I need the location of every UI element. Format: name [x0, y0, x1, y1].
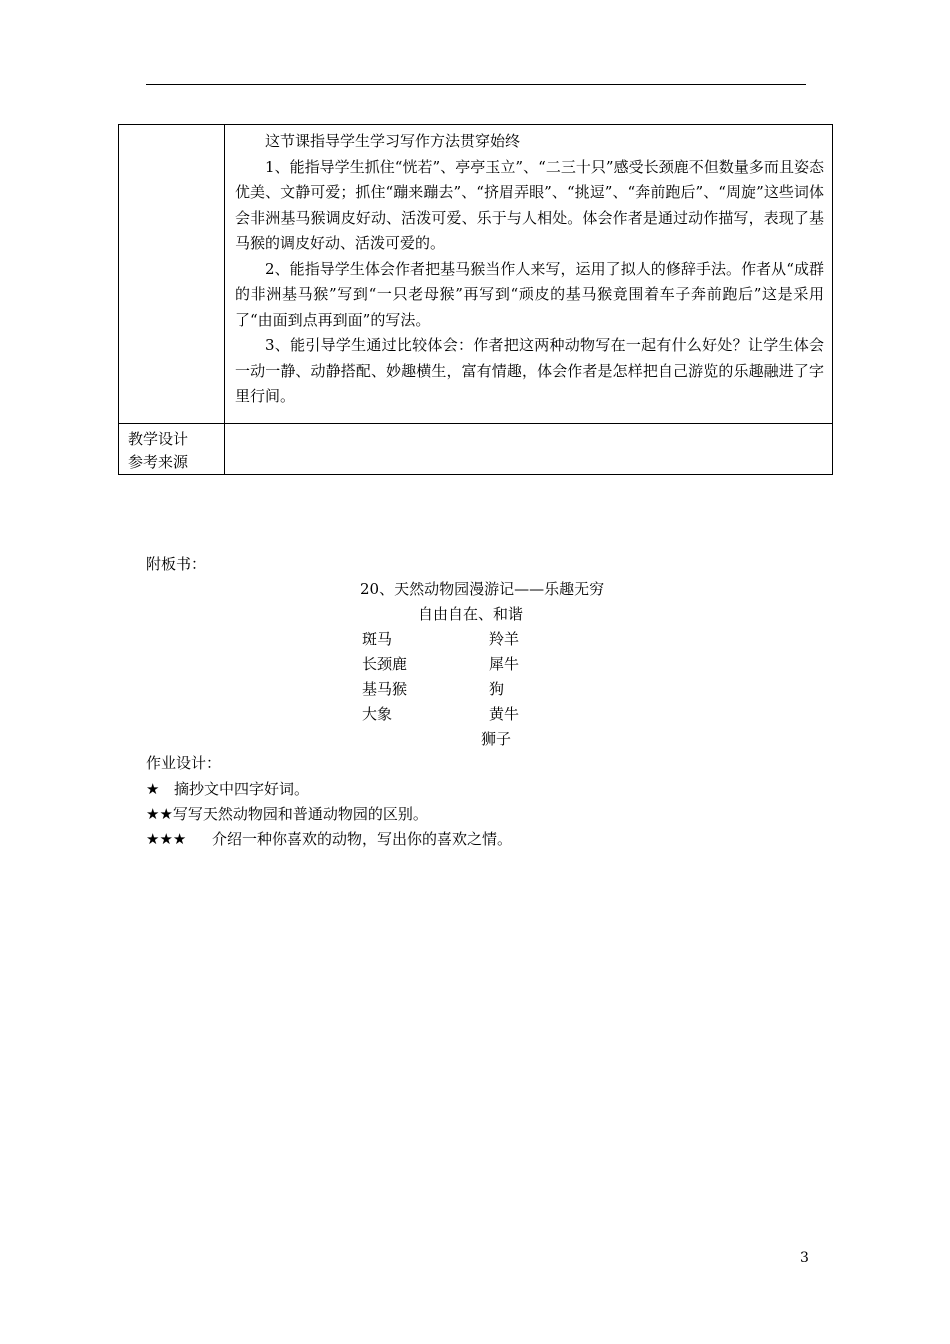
- homework-text-1: 摘抄文中四字好词。: [174, 780, 310, 798]
- table-row: [119, 125, 833, 424]
- animal-right-4: 黄牛: [489, 705, 520, 723]
- star-icon: ★★: [146, 805, 173, 823]
- animal-left-1: 斑马: [362, 630, 393, 648]
- lesson-table: [118, 124, 833, 475]
- content-point-2: 2、能指导学生体会作者把基马猴当作人来写，运用了拟人的修辞手法。作者从“成群的非洲基马猴”写到“一只老母猴”再写到“顽皮的基马猴竟围着车子奔前跑后”这是采用了“由面到点再到面”的写法。: [235, 259, 824, 329]
- homework-item-2: [146, 803, 428, 824]
- label-cell-empty: [119, 125, 225, 424]
- header-rule: [146, 84, 806, 85]
- star-icon: ★★★: [146, 830, 187, 848]
- animal-right-1: 羚羊: [489, 630, 520, 648]
- homework-item-3: [146, 828, 512, 849]
- homework-text-3: 介绍一种你喜欢的动物，写出你的喜欢之情。: [212, 830, 513, 848]
- content-intro: 这节课指导学生学习写作方法贯穿始终: [265, 132, 521, 150]
- star-icon: ★: [146, 780, 160, 798]
- table-row: [119, 424, 833, 475]
- animal-left-4: 大象: [362, 705, 393, 723]
- content-cell: [225, 125, 833, 424]
- board-label: 附板书：: [146, 555, 207, 573]
- page-number: 3: [800, 1250, 809, 1266]
- animal-left-3: 基马猴: [362, 680, 408, 698]
- source-label-cell: [119, 424, 225, 475]
- source-label-line1: 教学设计: [128, 430, 189, 448]
- homework-label: 作业设计：: [146, 754, 222, 772]
- board-subtitle: 自由自在、和谐: [418, 605, 524, 623]
- homework-item-1: [146, 778, 309, 799]
- homework-text-2: 写写天然动物园和普通动物园的区别。: [172, 805, 428, 823]
- content-point-1: 1、能指导学生抓住“恍若”、亭亭玉立”、“二三十只”感受长颈鹿不但数量多而且姿态优美、文静可爱；抓住“蹦来蹦去”、“挤眉弄眼”、“挑逗”、“奔前跑后”、“周旋”这些词体会非洲基马猴调皮好动、活泼可爱、乐于与人相处。体会作者是通过动作描写，表现了基马猴的调皮好动、活泼可爱的。: [235, 157, 824, 252]
- animal-right-2: 犀牛: [489, 655, 520, 673]
- source-value-cell: [225, 424, 833, 475]
- source-label-line2: 参考来源: [128, 453, 189, 471]
- animal-right-5: 狮子: [481, 730, 512, 748]
- board-title: 20、天然动物园漫游记——乐趣无穷: [360, 580, 605, 598]
- animal-left-2: 长颈鹿: [362, 655, 408, 673]
- animal-right-3: 狗: [489, 680, 505, 698]
- content-point-3: 3、能引导学生通过比较体会：作者把这两种动物写在一起有什么好处？让学生体会一动一静、动静搭配、妙趣横生，富有情趣，体会作者是怎样把自己游览的乐趣融进了字里行间。: [235, 336, 824, 405]
